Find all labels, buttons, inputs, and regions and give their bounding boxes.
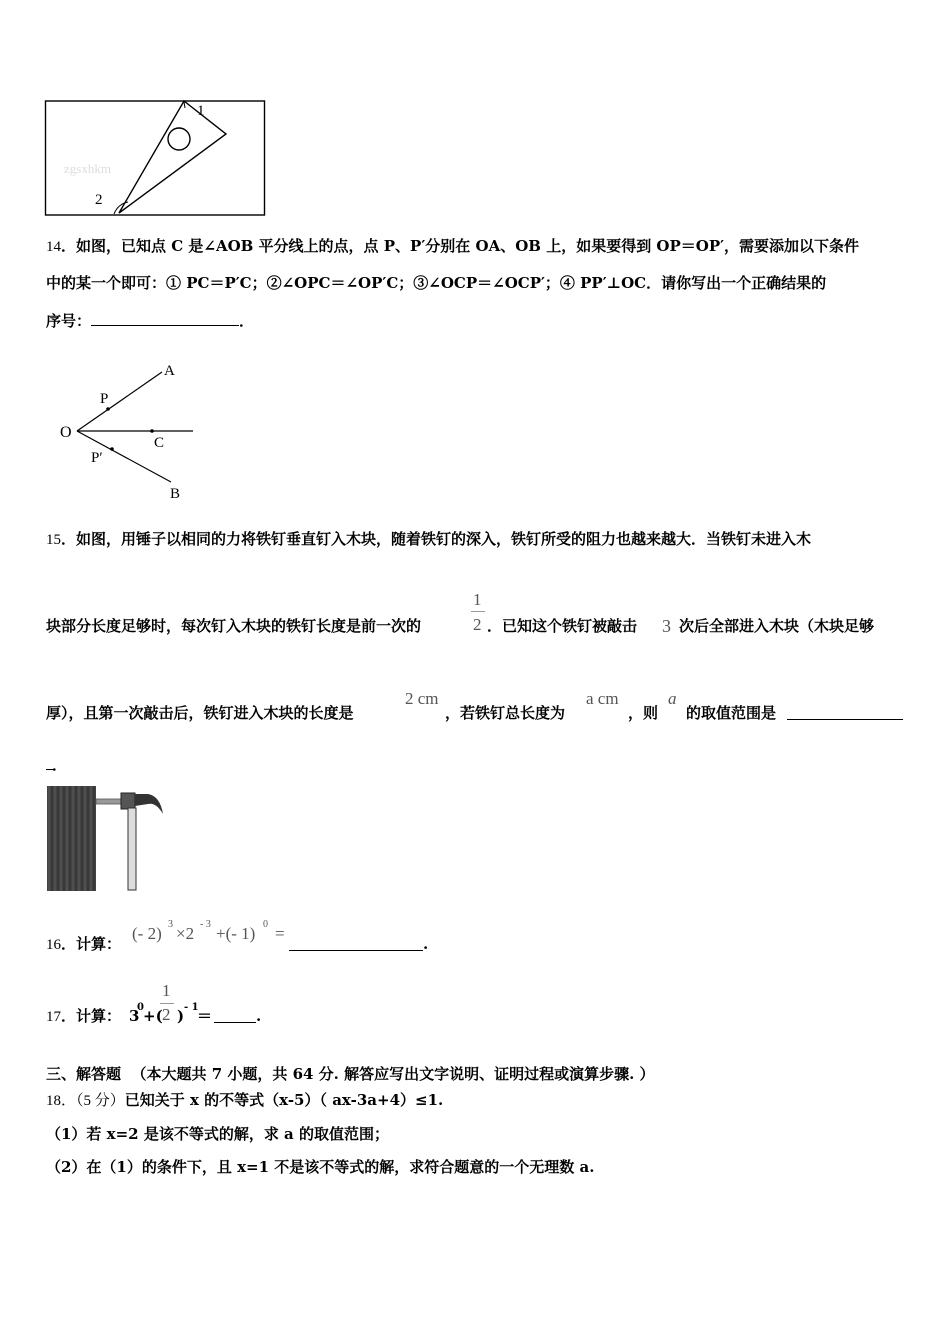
q18-line-1 (46, 1090, 443, 1111)
section-3-note: （本大题共 7 小题，共 64 分. 解答应写出文字说明、证明过程或演算步骤. ） (131, 1065, 655, 1083)
q17-label (46, 1006, 121, 1027)
q17-plus-paren: +( (143, 1007, 163, 1025)
point-b-label: B (170, 486, 181, 502)
q17-equals: ＝ (197, 1007, 213, 1025)
q15-text-2b: ．已知这个铁钉被敲击 (487, 617, 638, 635)
q15-total-length: a cm (586, 689, 619, 708)
point-a-label: A (164, 363, 175, 379)
q14-line-1 (46, 236, 859, 257)
q17-fraction-bar (160, 1003, 174, 1004)
q15-line-1 (46, 529, 811, 550)
point-c-label: C (154, 435, 165, 451)
q15-answer-blank[interactable] (787, 705, 903, 720)
hammer-nail-figure (44, 782, 168, 894)
point-o-label: O (60, 424, 72, 441)
q14-answer-prefix: 序号： (46, 312, 92, 330)
q17-answer-blank[interactable] (214, 1008, 256, 1023)
q15-text-3b: ，若铁钉总长度为 (445, 704, 566, 722)
q14-text-2: 中的某一个即可：① PC＝P′C；②∠OPC＝∠OP′C；③∠OCP＝∠OCP′；④ PP′⊥OC．请你写出一个正确结果的 (46, 274, 827, 292)
q17-base: 3 (129, 1007, 140, 1025)
q15-text-2a: 块部分长度足够时，每次钉入木块的铁钉长度是前一次的 (46, 617, 422, 635)
q15-fraction-bar (471, 611, 485, 612)
q17-label-text: ．计算： (61, 1007, 122, 1025)
q17-close-paren: ) (177, 1007, 185, 1025)
q14-number: 14 (46, 239, 61, 255)
q17-half-denominator: 2 (162, 1005, 171, 1024)
q15-end: ． (52, 756, 68, 774)
q14-answer-blank[interactable] (91, 311, 239, 326)
q18-part-1: （1）若 x=2 是该不等式的解，求 a 的取值范围； (46, 1125, 389, 1143)
ruler-triangle-figure (44, 98, 268, 218)
q18-text: 已知关于 x 的不等式（x-5）（ ax-3a+4）≤1. (124, 1091, 444, 1109)
q18-part-2: （2）在（1）的条件下，且 x=1 不是该不等式的解，求符合题意的一个无理数 a. (46, 1158, 595, 1176)
q14-line-3 (46, 311, 254, 331)
q17-number: 17 (46, 1009, 61, 1025)
q16-suffix: . (423, 935, 429, 953)
q16-exp-c: 0 (263, 919, 268, 930)
q15-first-length: 2 cm (405, 689, 439, 708)
q17-exp0: 0 (137, 1002, 144, 1013)
q15-text-3a: 厚），且第一次敲击后，铁钉进入木块的长度是 (46, 704, 354, 722)
point-p-label: P (100, 391, 109, 407)
q16-exp-a: 3 (168, 919, 173, 930)
q16-equals: = (275, 924, 285, 943)
q14-answer-suffix: ． (239, 312, 255, 330)
q15-text-2c: 次后全部进入木块（木块足够 (679, 617, 875, 635)
section-3-title: 三、解答题 (46, 1065, 122, 1083)
q15-text-1: ．如图，用锤子以相同的力将铁钉垂直钉入木块，随着铁钉的深入，铁钉所受的阻力也越来越大．当铁钉未进入木 (61, 530, 812, 548)
q16-label (46, 934, 121, 955)
q18-number: 18 (46, 1093, 61, 1109)
q15-number: 15 (46, 532, 61, 548)
angle-1-label: 1 (197, 103, 205, 119)
angle-2-label: 2 (95, 192, 103, 208)
q15-variable-a: a (668, 689, 677, 708)
q14-line-2 (46, 273, 826, 293)
q15-half-denominator: 2 (473, 615, 482, 634)
angle-bisector-figure (56, 356, 206, 506)
q16-exp-b: - 3 (200, 919, 211, 930)
q17-suffix: . (256, 1007, 262, 1025)
q16-label-text: ．计算： (61, 935, 122, 953)
q17-exp-neg: - 1 (184, 1002, 199, 1013)
q15-text-3d: 的取值范围是 (686, 704, 777, 722)
q16-number: 16 (46, 937, 61, 953)
q15-half-numerator: 1 (473, 590, 482, 609)
q16-times-two: ×2 (176, 924, 195, 943)
q15-hit-count: 3 (662, 616, 671, 636)
q17-half-numerator: 1 (162, 981, 171, 1000)
q16-plus-term: +(- 1) (216, 924, 256, 943)
q16-expr-a: (- 2) (132, 924, 162, 943)
svg-text:zgsxhkm: zgsxhkm (64, 161, 111, 176)
point-p-prime-label: P′ (91, 450, 103, 466)
q14-text-1: ．如图，已知点 C 是∠AOB 平分线上的点，点 P、P′分别在 OA、OB 上，如果要得到 OP＝OP′，需要添加以下条件 (61, 237, 860, 255)
q16-answer-blank[interactable] (289, 936, 423, 951)
q15-text-3c: ，则 (628, 704, 659, 722)
section-3-heading (46, 1064, 655, 1084)
q18-score: ．（5 分） (61, 1093, 125, 1109)
